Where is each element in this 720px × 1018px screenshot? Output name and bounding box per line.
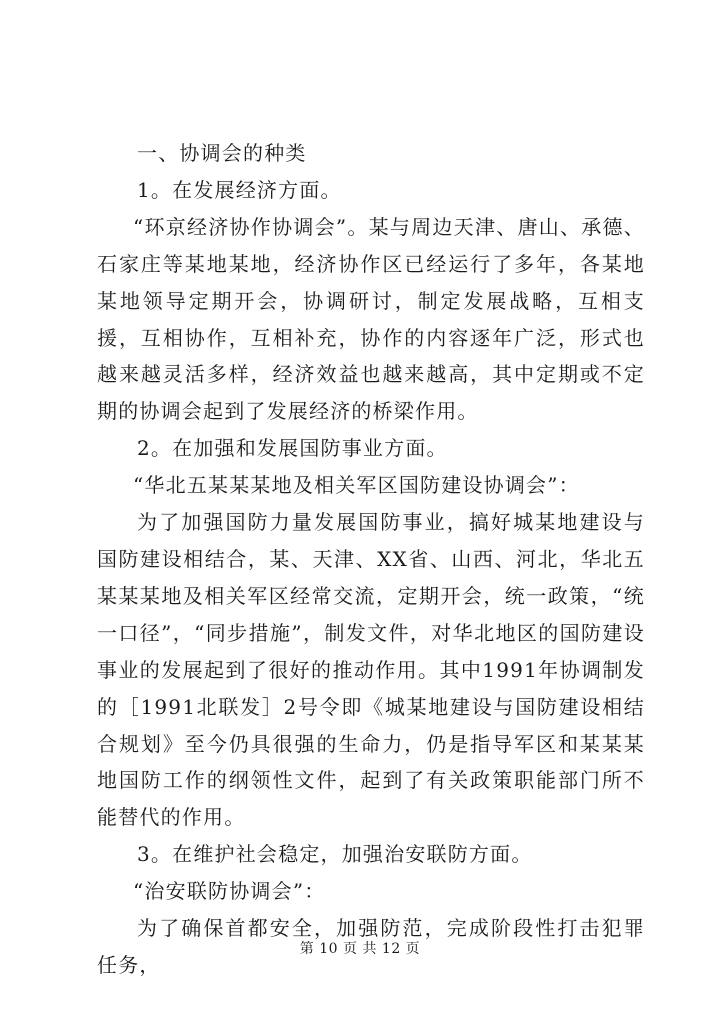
defense-paragraph: 为了加强国防力量发展国防事业，搞好城某地建设与国防建设相结合，某、天津、XX省、山西、河北，华北五某某某地及相关军区经常交流，定期开会，统一政策，“统一口径”，“同步措施”，制发文件，对华北地区的国防建设事业的发展起到了很好的推动作用。其中1991年协调制发的［1991北联发］2号令即《城某地建设与国防建设相结合规划》至今仍具很强的生命力，仍是指导军区和某某某地国防工作的纲领性文件，起到了有关政策职能部门所不能替代的作用。 (97, 510, 645, 830)
subsection-security: 3。在维护社会稳定，加强治安联防方面。 (137, 842, 533, 867)
subsection-economy: 1。在发展经济方面。 (137, 177, 342, 202)
defense-meeting-title: “华北五某某某地及相关军区国防建设协调会”： (133, 473, 580, 498)
security-paragraph: 为了确保首都安全，加强防范，完成阶段性打击犯罪任务， (97, 916, 645, 977)
document-body (97, 135, 645, 984)
section-heading: 一、协调会的种类 (137, 141, 307, 165)
page-number-footer: 第 10 页 共 12 页 (299, 941, 421, 957)
subsection-defense: 2。在加强和发展国防事业方面。 (137, 436, 448, 461)
economy-paragraph: “环京经济协作协调会”。某与周边天津、唐山、承德、石家庄等某地某地，经济协作区已经运行了多年，各某地某地领导定期开会，协调研讨，制定发展战略，互相支援，互相协作，互相补充，协作的内容逐年广泛，形式也越来越灵活多样，经济效益也越来越高，其中定期或不定期的协调会起到了发展经济的桥梁作用。 (97, 214, 645, 424)
security-meeting-title: “治安联防协调会”： (133, 879, 326, 904)
